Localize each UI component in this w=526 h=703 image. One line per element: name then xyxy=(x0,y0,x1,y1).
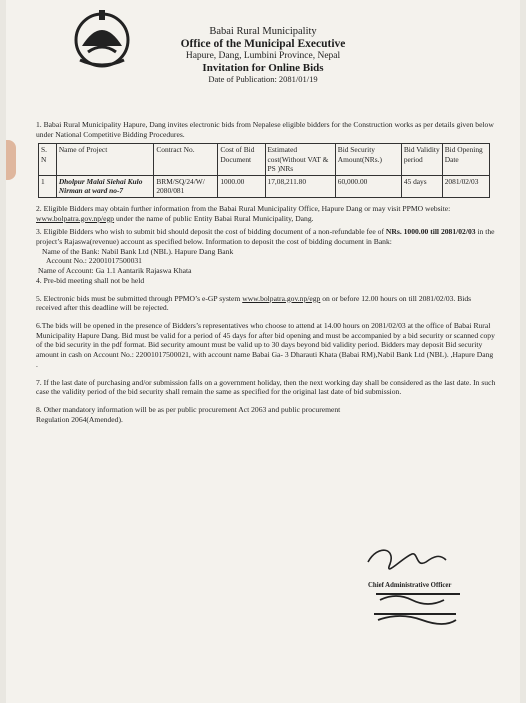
cell-estimated-cost: 17,08,211.80 xyxy=(265,175,335,197)
publication-date: Date of Publication: 2081/01/19 xyxy=(208,73,318,84)
p3-text: 3. Eligible Bidders who wish to submit bid should deposit the cost of bidding document of a non-refundable fee of xyxy=(36,227,386,237)
cell-opening: 2081/02/03 xyxy=(442,175,489,197)
cell-sn: 1 xyxy=(39,175,57,197)
signature-title: Chief Administrative Officer xyxy=(368,582,452,589)
cell-security: 60,000.00 xyxy=(335,175,401,197)
office-address: Hapure, Dang, Lumbini Province, Nepal xyxy=(185,51,341,62)
p2-text-end: under the name of public Entity Babai Rural Municipality, Dang. xyxy=(114,213,314,223)
cell-cost-doc: 1000.00 xyxy=(218,175,265,197)
ppmo-link[interactable]: www.bolpatra.gov.np/egp xyxy=(36,213,115,223)
table-row xyxy=(39,175,490,197)
p3-text-end: in the project’s Rajaswa(revenue) account as specified below. Information to deposit the cost of bidding document in Bank: xyxy=(36,227,495,246)
notice-title: Invitation for Online Bids xyxy=(202,62,324,75)
notice-page xyxy=(6,0,520,703)
p5-text-end: on or before 12.00 hours on till 2081/02/03. Bids received after this deadline will be rejected. xyxy=(36,293,472,313)
paragraph-3 xyxy=(36,227,496,246)
p2-text: 2. Eligible Bidders may obtain further information from the Babai Rural Municipality Office, Hapure Dang or may visit PPMO website: xyxy=(36,203,451,213)
municipality-name: Babai Rural Municipality xyxy=(209,26,317,37)
p3-fee-deadline: NRs. 1000.00 till 2081/02/03 xyxy=(385,227,476,237)
col-validity: Bid Validity period xyxy=(401,144,442,175)
col-project: Name of Project xyxy=(56,144,154,175)
col-cost-doc: Cost of Bid Document xyxy=(218,144,265,175)
paragraph-7: 7. If the last date of purchasing and/or submission falls on a government holiday, then the next working day shall be considered as the last date. In such case the validity period of the bid security shall remain the same as specified for the original last date of bid submission. xyxy=(36,377,496,397)
paragraph-2 xyxy=(36,204,496,223)
paragraph-1: 1. Babai Rural Municipality Hapure, Dang invites electronic bids from Nepalese eligible bidders for the Construction works as per details given below under National Competitive Bidding Procedures. xyxy=(36,120,494,139)
bank-name: Name of the Bank: Nabil Bank Ltd (NBL). Hapure Dang Bank xyxy=(42,246,234,256)
cell-project: Dholpur Malai Siehai Kulo Nirman at ward no-7 xyxy=(56,175,154,197)
egp-link[interactable]: www.bolpatra.gov.np/egp xyxy=(242,293,321,303)
col-contract: Contract No. xyxy=(154,144,218,175)
paragraph-8: 8. Other mandatory information will be as per public procurement Act 2063 and public procurement Regulation 2064(Amended). xyxy=(36,405,341,424)
finger-shadow xyxy=(6,140,16,180)
office-name: Office of the Municipal Executive xyxy=(180,38,346,51)
account-name: Name of Account: Ga 1.1 Aantarik Rajaswa Khata xyxy=(38,266,192,276)
col-estimated-cost: Estimated cost(Without VAT & PS )NRs xyxy=(265,144,335,175)
col-security: Bid Security Amount(NRs.) xyxy=(335,144,401,175)
paragraph-5 xyxy=(36,294,496,313)
p5-text: 5. Electronic bids must be submitted through PPMO’s e-GP system xyxy=(36,293,243,303)
paragraph-4: 4. Pre-bid meeting shall not be held xyxy=(36,275,145,285)
col-opening: Bid Opening Date xyxy=(442,144,489,175)
cell-validity: 45 days xyxy=(401,175,442,197)
table-header-row xyxy=(39,144,490,175)
letterhead xyxy=(6,26,520,85)
notice-body xyxy=(36,120,496,428)
bid-table xyxy=(38,143,490,197)
paragraph-6: 6.The bids will be opened in the presence of Bidders’s representatives who choose to attend at 14.00 hours on 2081/02/03 at the office of Babai Rural Municipality Hapure Dang. Bid must be valid for a period of 45 days for after bid opening and must be accompanied by a bid security or scanned copy of the bid security in the pdf format. Bid security amount must be valid up to 30 days beyond bid validity period. Bidders may deposit Bid security amount in cash on Account No.: 22001017500021, with account name Babai Ga- 3 Dharauti Khata (Babai RM),Nabil Bank Ltd (NBL). ,Hapure Dang . xyxy=(36,320,495,369)
col-sn: S. N xyxy=(39,144,57,175)
account-number: Account No.: 22001017500031 xyxy=(46,256,142,266)
cell-contract: BRM/SQ/24/W/ 2080/081 xyxy=(154,175,218,197)
